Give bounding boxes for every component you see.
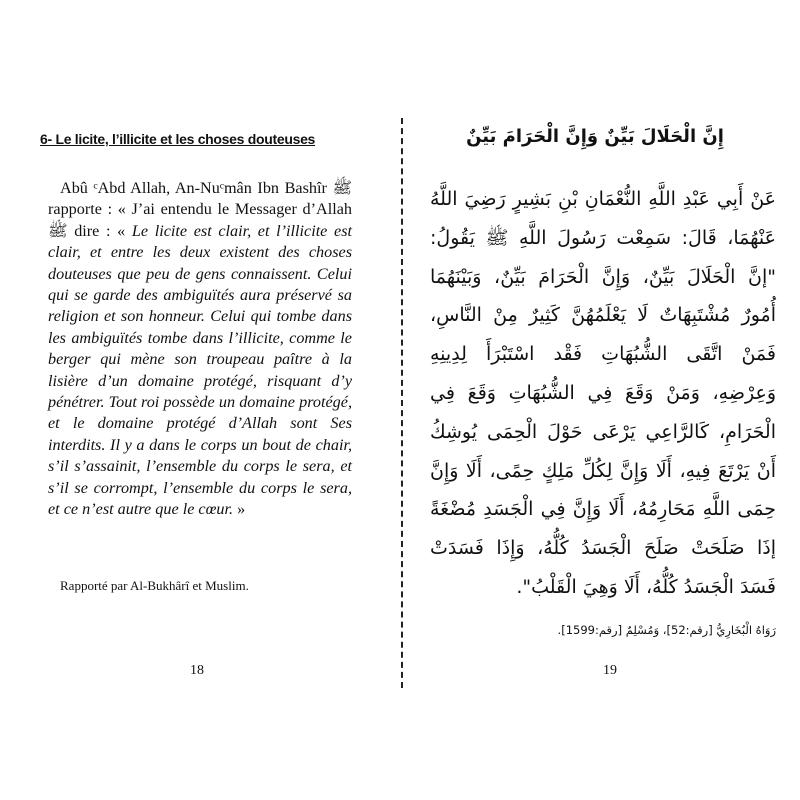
hadith-source-arabic: رَوَاهُ الْبُخَارِيُّ [رقم:52]، وَمُسْلِمٌ [رقم:1599]. <box>557 623 776 637</box>
chapter-title: 6- Le licite, l’illicite et les choses douteuses <box>40 131 316 147</box>
hadith-arabic-text: عَنْ أَبِي عَبْدِ اللَّهِ النُّعْمَانِ بْنِ بَشِيرٍ رَضِيَ اللَّهُ عَنْهُمَا، قَالَ: سَمِعْت رَسُولَ اللَّهِ ﷺ يَقُولُ: "إنَّ الْحَلَالَ بَيِّنٌ، وَإِنَّ الْحَرَامَ بَيِّنٌ، وَبَيْنَهُمَا أُمُورٌ مُشْتَبِهَاتٌ لَا يَعْلَمُهُنَّ كَثِيرٌ مِنْ النَّاسِ، فَمَنْ اتَّقَى الشُّبُهَاتِ فَقْد اسْتَبْرَأَ لِدِينِهِ وَعِرْضِهِ، وَمَنْ وَقَعَ فِي الشُّبُهَاتِ وَقَعَ فِي الْحَرَامِ، كَالرَّاعِي يَرْعَى حَوْلَ الْحِمَى يُوشِكُ أَنْ يَرْتَعَ فِيهِ، أَلَا وَإِنَّ لِكُلِّ مَلِكٍ حِمًى، أَلَا وَإِنَّ حِمَى اللَّهِ مَحَارِمُهُ، أَلَا وَإِنَّ فِي الْجَسَدِ مُضْغَةً إذَا صَلَحَتْ صَلَحَ الْجَسَدُ كُلُّهُ، وَإِذَا فَسَدَتْ فَسَدَ الْجَسَدُ كُلُّهُ، أَلَا وَهِيَ الْقَلْبُ". <box>430 188 776 598</box>
arabic-title: إِنَّ الْحَلَالَ بَيِّنٌ وَإِنَّ الْحَرَامَ بَيِّنٌ <box>466 126 724 147</box>
page-number-left: 18 <box>190 663 204 678</box>
hadith-french-text <box>48 178 352 521</box>
hadith-source-french: Rapporté par Al-Bukhârî et Muslim. <box>60 578 249 593</box>
hadith-quote: Le licite est clair, et l’illicite est clair, et entre les deux existent des choses douteuses que peu de gens connaissent. Celui qui se garde des ambiguïtés aura préservé sa religion et son honneur. Celui qui tombe dans les ambiguïtés tombe dans l’illicite, comme le berger qui mène son troupeau paître à la lisière d’un domaine protégé, risquant d’y pénétrer. Tout roi possède un domaine protégé, et le domaine protégé d’Allah sont Ses interdits. Il y a dans le corps un bout de chair, s’il s’assainit, l’ensemble du corps le sera, et s’il se corrompt, l’ensemble du corps le sera, et ce n’est autre que le cœur. <box>48 221 352 519</box>
hadith-closing-quote: » <box>233 500 246 519</box>
page-number-right: 19 <box>603 663 617 678</box>
hadith-intro: Abû ᶜAbd Allah, An-Nuᶜmân Ibn Bashîr ﷺ rapporte : « J’ai entendu le Messager d’Allah ﷺ dire : « <box>48 179 352 240</box>
right-page <box>400 0 800 800</box>
